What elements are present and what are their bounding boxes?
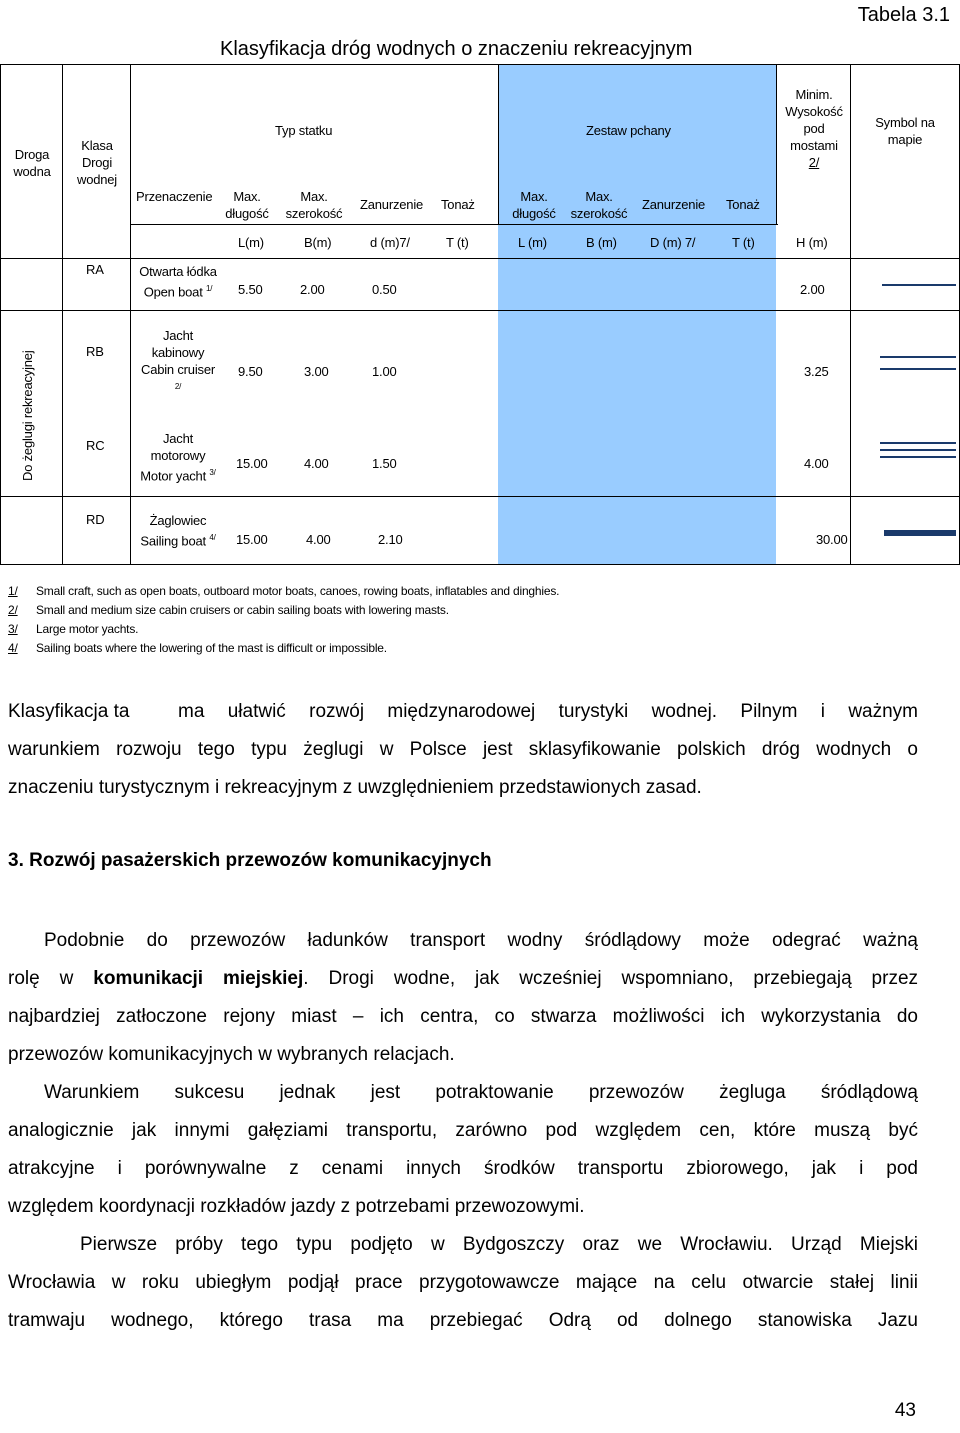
unit-zp-B: B (m): [586, 235, 617, 250]
footnotes: 1/ Small craft, such as open boats, outboard motor boats, canoes, rowing boats, inflatables and dinghies. 2/ Small and medium size cabin cruisers or cabin sailing boats with lowering masts. 3/ Large motor yachts. 4/ Sailing boats where the lowering of the mast is difficult or impossible.: [8, 584, 560, 655]
header-klasa: Klasa Drogi wodnej: [77, 138, 117, 187]
header-zp-zanurzenie: Zanurzenie: [642, 197, 706, 212]
header-droga-wodna: Droga wodna: [13, 147, 51, 179]
table-number: Tabela 3.1: [857, 4, 950, 26]
header-max-szerokosc: Max. szerokość: [285, 189, 343, 221]
unit-zp-L: L (m): [518, 235, 547, 250]
unit-T: T (t): [446, 235, 469, 250]
pushed-convoy-shading: [498, 64, 776, 564]
map-symbol-RD: [884, 530, 956, 536]
header-zp-max-dlugosc: Max. długość: [512, 189, 556, 221]
header-typ-statku: Typ statku: [275, 123, 333, 138]
section-heading: 3. Rozwój pasażerskich przewozów komunikacyjnych: [8, 850, 492, 871]
unit-d: d (m)7/: [370, 235, 410, 250]
header-zestaw-pchany: Zestaw pchany: [586, 123, 671, 138]
header-zanurzenie: Zanurzenie: [360, 197, 424, 212]
page-number: 43: [894, 1400, 916, 1421]
table-title: Klasyfikacja dróg wodnych o znaczeniu rekreacyjnym: [220, 38, 693, 60]
header-tonaz: Tonaż: [441, 197, 475, 212]
unit-B: B(m): [304, 235, 332, 250]
map-symbol-RB: [880, 356, 956, 370]
unit-zp-T: T (t): [732, 235, 755, 250]
header-wysokosc: Minim. Wysokość pod mostami 2/: [785, 87, 843, 170]
paragraph-3: Warunkiem sukcesu jednak jest potraktowanie przewozów żegluga śródlądową analogicznie jak innymi gałęziami transportu, zarówno pod względem cen, które muszą być atrakcyjne i porównywalne z cenami innych środków transportu zbiorowego, jak i pod względem koordynacji rozkładów jazdy z potrzebami przewozowymi.: [8, 1082, 918, 1217]
paragraph-1: Klasyfikacja ta ma ułatwić rozwój międzynarodowej turystyki wodnej. Pilnym i ważnym warunkiem rozwoju tego typu żeglugi w Polsce jest sklasyfikowanie polskich dróg wodnych o znaczeniu turystycznym i rekreacyjnym z uwzględnieniem przedstawionych zasad.: [8, 701, 918, 798]
unit-L: L(m): [238, 235, 264, 250]
paragraph-2: Podobnie do przewozów ładunków transport wodny śródlądowy może odegrać ważną rolę w komunikacji miejskiej. Drogi wodne, jak wcześniej wspomniano, przebiegają przez najbardziej zatłoczone rejony miast – ich centra, co stwarza możliwości ich wykorzystania do przewozów komunikacyjnych w wybranych relacjach.: [8, 930, 919, 1065]
map-symbol-RC: [880, 442, 956, 458]
header-max-dlugosc: Max. długość: [225, 189, 269, 221]
unit-H: H (m): [796, 235, 828, 250]
header-zp-tonaz: Tonaż: [726, 197, 760, 212]
header-symbol: Symbol na mapie: [875, 115, 935, 147]
map-symbol-RA: [882, 284, 956, 286]
header-przeznaczenie: Przenaczenie: [136, 189, 213, 204]
header-zp-max-szerokosc: Max. szerokość: [570, 189, 628, 221]
side-label: Do żeglugi rekreacyjnej: [20, 350, 35, 481]
paragraph-4: Pierwsze próby tego typu podjęto w Bydgoszczy oraz we Wrocławiu. Urząd Miejski Wrocławia w roku ubiegłym podjął prace przygotowawcze mające na celu otwarcie stałej linii tramwaju wodnego, którego trasa ma przebiegać Odrą od dolnego stanowiska Jazu: [8, 1234, 918, 1331]
unit-zp-D: D (m) 7/: [650, 235, 696, 250]
